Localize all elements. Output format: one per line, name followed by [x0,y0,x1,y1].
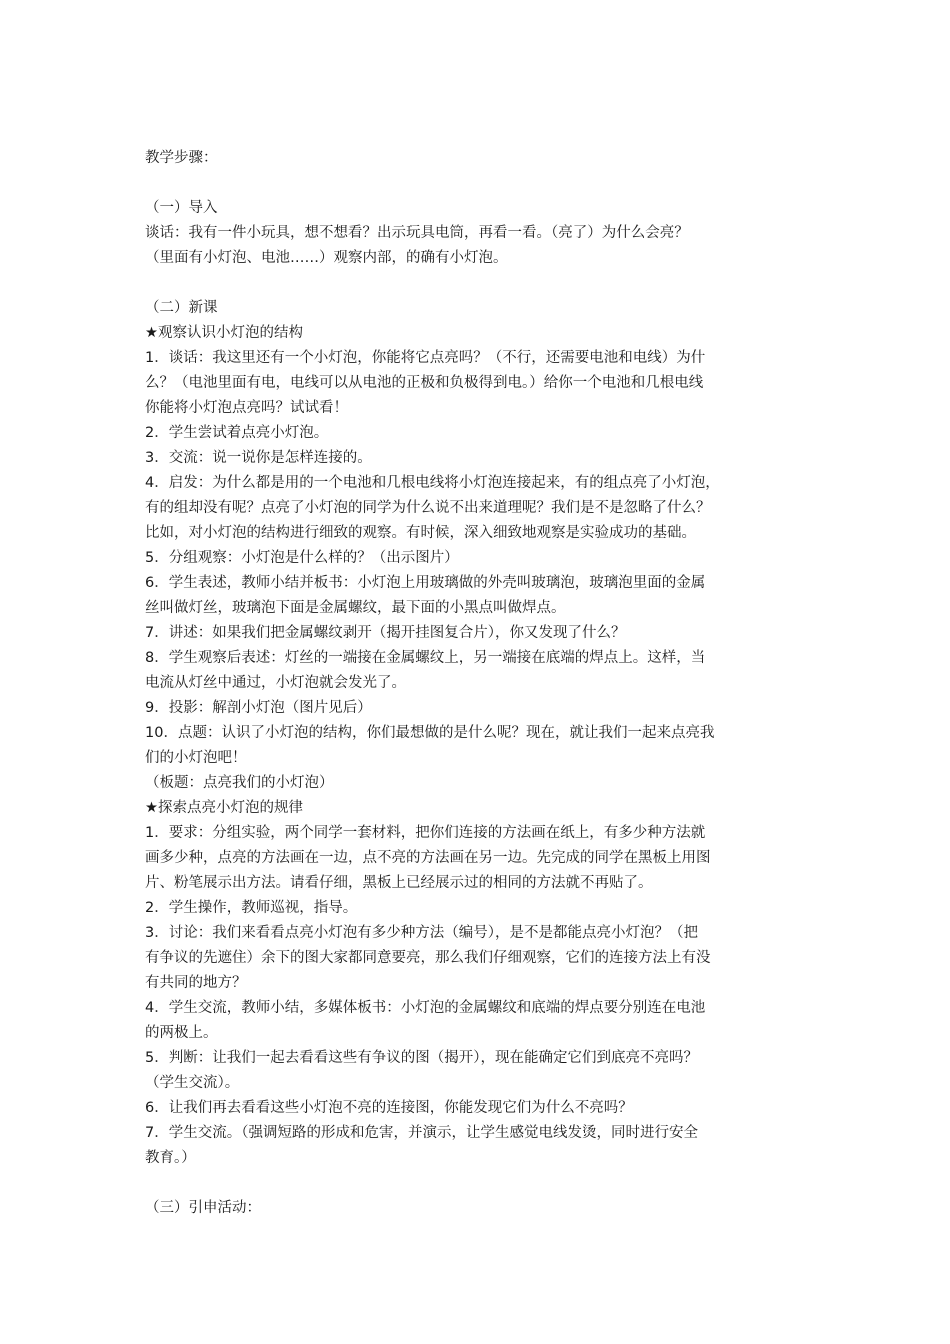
text-line: 你能将小灯泡点亮吗？试试看！ [145,400,348,416]
text-line: （板题：点亮我们的小灯泡） [145,775,334,791]
text-line: 2．学生尝试着点亮小灯泡。 [145,425,329,441]
text-line: 4．学生交流，教师小结，多媒体板书：小灯泡的金属螺纹和底端的焊点要分别连在电池 [145,1000,706,1016]
text-line: 3．交流：说一说你是怎样连接的。 [145,450,372,466]
lesson-document [145,146,815,1221]
text-line: 7．讲述：如果我们把金属螺纹剥开（揭开挂图复合片），你又发现了什么？ [145,625,626,641]
text-line: 8．学生观察后表述：灯丝的一端接在金属螺纹上，另一端接在底端的焊点上。这样，当 [145,650,706,666]
text-line: 么？（电池里面有电，电线可以从电池的正极和负极得到电。）给你一个电池和几根电线 [145,375,704,391]
text-line: 有共同的地方？ [145,975,247,991]
section-title-extension: （三）引申活动： [145,1200,261,1216]
text-line: 教育。） [145,1150,196,1166]
text-line: 4．启发：为什么都是用的一个电池和几根电线将小灯泡连接起来，有的组点亮了小灯泡， [145,475,720,491]
text-line: 有的组却没有呢？点亮了小灯泡的同学为什么说不出来道理呢？我们是不是忽略了什么？ [145,500,711,516]
spacer [145,271,815,296]
text-line: 谈话：我有一件小玩具，想不想看？出示玩具电筒，再看一看。（亮了）为什么会亮？ [145,225,689,241]
section-title-new-lesson: （二）新课 [145,300,218,316]
text-line: 们的小灯泡吧！ [145,750,247,766]
text-line: 1．要求：分组实验，两个同学一套材料，把你们连接的方法画在纸上，有多少种方法就 [145,825,706,841]
subsection-structure-body [145,346,815,796]
text-line: 丝叫做灯丝，玻璃泡下面是金属螺纹，最下面的小黑点叫做焊点。 [145,600,566,616]
section-title-intro: （一）导入 [145,200,218,216]
text-line: （学生交流）。 [145,1075,240,1091]
text-line: 的两极上。 [145,1025,218,1041]
section-intro-body [145,221,815,271]
text-line: 5．分组观察：小灯泡是什么样的？（出示图片） [145,550,459,566]
text-line: 6．让我们再去看看这些小灯泡不亮的连接图，你能发现它们为什么不亮吗？ [145,1100,633,1116]
text-line: 10．点题：认识了小灯泡的结构，你们最想做的是什么呢？现在，就让我们一起来点亮我 [145,725,715,741]
text-line: 2．学生操作，教师巡视，指导。 [145,900,358,916]
text-line: 5．判断：让我们一起去看看这些有争议的图（揭开），现在能确定它们到底亮不亮吗？ [145,1050,698,1066]
text-line: 比如，对小灯泡的结构进行细致的观察。有时候，深入细致地观察是实验成功的基础。 [145,525,696,541]
text-line: 1．谈话：我这里还有一个小灯泡，你能将它点亮吗？（不行，还需要电池和电线）为什 [145,350,706,366]
text-line: 片、粉笔展示出方法。请看仔细，黑板上已经展示过的相同的方法就不再贴了。 [145,875,653,891]
text-line: 画多少种，点亮的方法画在一边，点不亮的方法画在另一边。先完成的同学在黑板上用图 [145,850,711,866]
text-line: 电流从灯丝中通过，小灯泡就会发光了。 [145,675,406,691]
subsection-rules-body [145,821,815,1171]
subsection-title-structure: ★观察认识小灯泡的结构 [145,325,303,341]
text-line: 6．学生表述，教师小结并板书：小灯泡上用玻璃做的外壳叫玻璃泡，玻璃泡里面的金属 [145,575,706,591]
subsection-title-rules: ★探索点亮小灯泡的规律 [145,800,303,816]
heading: 教学步骤： [145,150,218,166]
text-line: 有争议的先遮住）余下的图大家都同意要亮，那么我们仔细观察，它们的连接方法上有没 [145,950,711,966]
spacer [145,171,815,196]
text-line: 9．投影：解剖小灯泡（图片见后） [145,700,372,716]
text-line: 7．学生交流。（强调短路的形成和危害，并演示，让学生感觉电线发烫，同时进行安全 [145,1125,698,1141]
text-line: 3．讨论：我们来看看点亮小灯泡有多少种方法（编号），是不是都能点亮小灯泡？（把 [145,925,698,941]
spacer [145,1171,815,1196]
text-line: （里面有小灯泡、电池……）观察内部，的确有小灯泡。 [145,250,508,266]
